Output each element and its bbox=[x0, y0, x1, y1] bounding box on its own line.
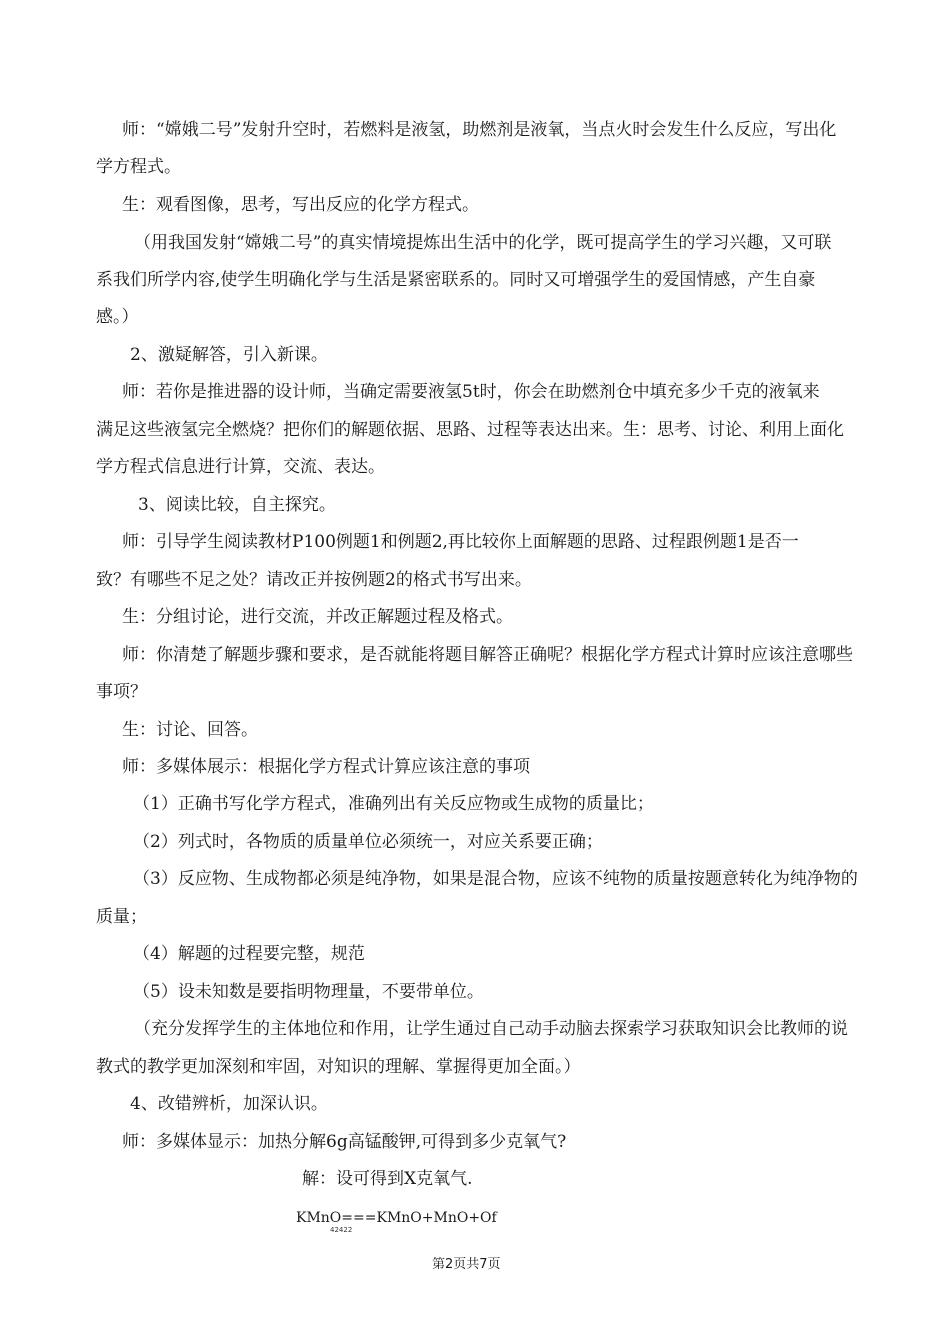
text-line: 教式的教学更加深刻和牢固，对知识的理解、掌握得更加全面。） bbox=[96, 1057, 581, 1077]
text-line: 师：若你是推进器的设计师，当确定需要液氢5t时，你会在助燃剂仓中填充多少千克的液氧来 bbox=[122, 382, 820, 402]
text-line: 满足这些液氢完全燃烧？把你们的解题依据、思路、过程等表达出来。生：思考、讨论、利用上面化 bbox=[96, 420, 844, 440]
text-line: 师：“嫦娥二号”发射升空时，若燃料是液氢，助燃剂是液氧，当点火时会发生什么反应，写出化 bbox=[122, 120, 837, 140]
list-item: （2）列式时，各物质的质量单位必须统一，对应关系要正确； bbox=[133, 832, 603, 852]
equation-subscripts: 42422 bbox=[330, 1226, 353, 1234]
page-number: 第2页共7页 bbox=[432, 1257, 501, 1272]
list-item: 质量； bbox=[96, 907, 147, 927]
text-line: （用我国发射“嫦娥二号”的真实情境提炼出生活中的化学，既可提高学生的学习兴趣，又可联 bbox=[134, 233, 832, 253]
text-line: 生：讨论、回答。 bbox=[122, 720, 258, 740]
chemical-equation: KMnO===KMnO+MnO+Of bbox=[296, 1210, 497, 1226]
text-line: 致？有哪些不足之处？请改正并按例题2的格式书写出来。 bbox=[96, 570, 532, 590]
section-heading: 3、阅读比较，自主探究。 bbox=[138, 495, 336, 515]
solution-line: 解：设可得到X克氧气. bbox=[302, 1169, 473, 1189]
list-item: （1）正确书写化学方程式，准确列出有关反应物或生成物的质量比； bbox=[133, 794, 654, 814]
text-line: （充分发挥学生的主体地位和作用，让学生通过自己动手动脑去探索学习获取知识会比教师的说 bbox=[134, 1019, 848, 1039]
text-line: 师：引导学生阅读教材P100例题1和例题2,再比较你上面解题的思路、过程跟例题1是否一 bbox=[122, 532, 799, 552]
text-line: 学方程式。 bbox=[96, 157, 181, 177]
text-line: 师：你清楚了解题步骤和要求，是否就能将题目解答正确呢？根据化学方程式计算时应该注意哪些 bbox=[122, 645, 853, 665]
text-line: 事项？ bbox=[96, 682, 147, 702]
list-item: （3）反应物、生成物都必须是纯净物，如果是混合物，应该不纯物的质量按题意转化为纯净物的 bbox=[133, 869, 858, 889]
text-line: 感。） bbox=[96, 307, 139, 327]
section-heading: 2、激疑解答，引入新课。 bbox=[130, 345, 328, 365]
list-item: （4）解题的过程要完整，规范 bbox=[133, 944, 365, 964]
section-heading: 4、改错辨析，加深认识。 bbox=[130, 1094, 328, 1114]
text-line: 师：多媒体展示：根据化学方程式计算应该注意的事项 bbox=[122, 757, 530, 777]
text-line: 师：多媒体显示：加热分解6g高锰酸钾,可得到多少克氧气? bbox=[122, 1132, 567, 1152]
text-line: 生：观看图像，思考，写出反应的化学方程式。 bbox=[122, 195, 479, 215]
list-item: （5）设未知数是要指明物理量，不要带单位。 bbox=[133, 982, 484, 1002]
text-line: 生：分组讨论，进行交流，并改正解题过程及格式。 bbox=[122, 607, 513, 627]
text-line: 系我们所学内容,使学生明确化学与生活是紧密联系的。同时又可增强学生的爱国情感，产生自豪 bbox=[96, 270, 816, 290]
text-line: 学方程式信息进行计算，交流、表达。 bbox=[96, 457, 385, 477]
